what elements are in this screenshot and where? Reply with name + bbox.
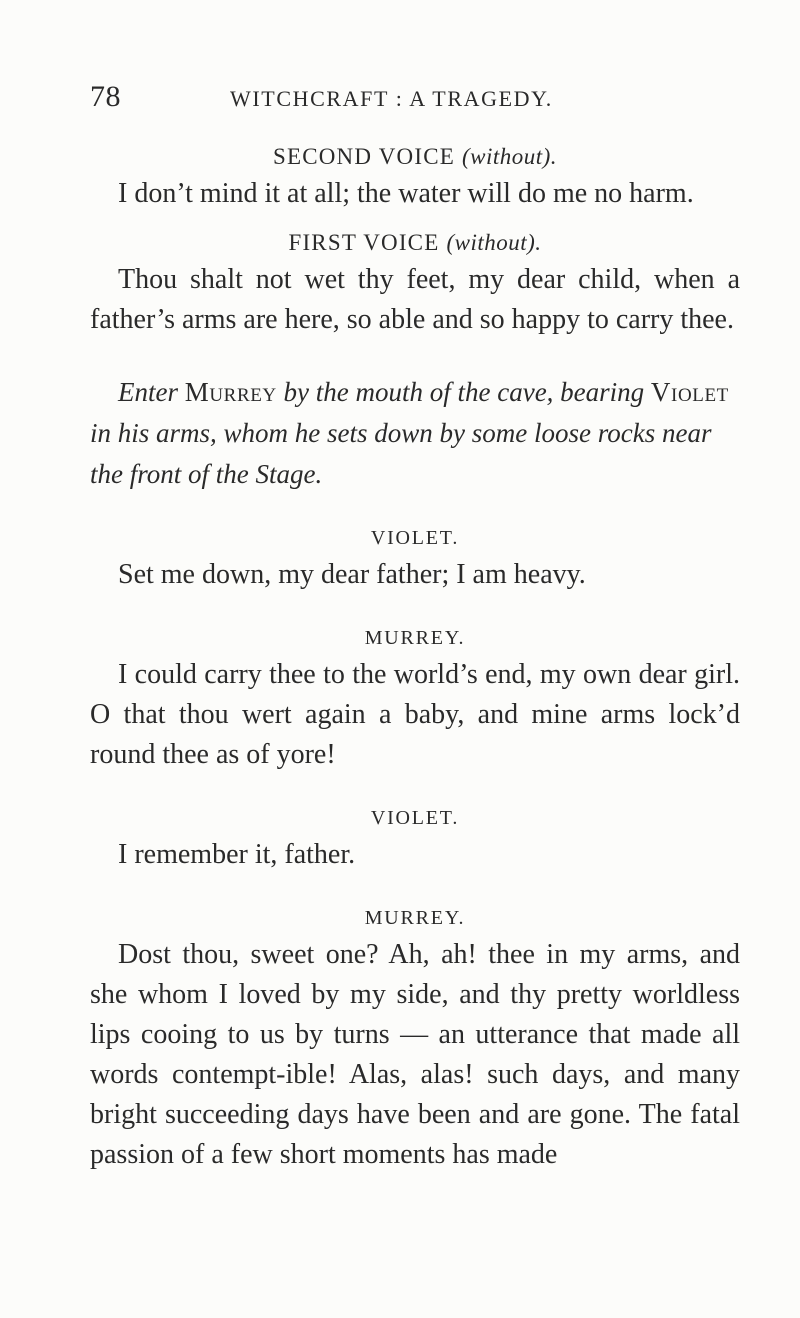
dialogue-line: Dost thou, sweet one? Ah, ah! thee in my arms, and she whom I loved by my side, and thy pretty worldless lips cooing to us by turns — an utterance that made all words contempt-ible! Alas, alas! such days, and many bright succeeding days have been and are gone. The fatal passion of a few short moments has made [90,939,740,1170]
play-text [90,140,740,1175]
stage-direction-inline: (without). [461,144,558,169]
stage-text: in his arms, whom he sets down by some loose rocks near the front of the Stage. [90,418,712,489]
stage-text: by the mouth of the cave, bearing [283,377,645,407]
stage-direction-inline: (without). [446,230,542,255]
dialogue-line: Set me down, my dear father; I am heavy. [118,559,586,590]
running-title: WITCHCRAFT : A TRAGEDY. [230,86,553,111]
speaker-heading: MURREY. [364,627,466,649]
speaker-name: SECOND VOICE [272,144,455,169]
dialogue-line: I don’t mind it at all; the water will do me no harm. [118,178,694,209]
page-header [90,80,610,120]
stage-text: Enter [118,377,178,407]
speaker-name: FIRST VOICE [288,230,440,255]
character-name: Murrey [184,377,277,407]
dialogue-line: I could carry thee to the world’s end, my own dear girl. O that thou wert again a baby, and mine arms lock’d round thee as of yore! [90,659,740,770]
page-number: 78 [90,80,121,113]
speaker-heading [90,226,740,260]
speaker-heading: VIOLET. [370,807,460,829]
dialogue-line: I remember it, father. [118,839,356,870]
speaker-heading: VIOLET. [370,527,460,549]
stage-direction [90,372,740,495]
speaker-heading: MURREY. [364,907,466,929]
dialogue-line: Thou shalt not wet thy feet, my dear child, when a father’s arms are here, so able and so happy to carry thee. [90,264,740,335]
character-name: Violet [650,377,729,407]
speaker-heading [90,140,740,174]
